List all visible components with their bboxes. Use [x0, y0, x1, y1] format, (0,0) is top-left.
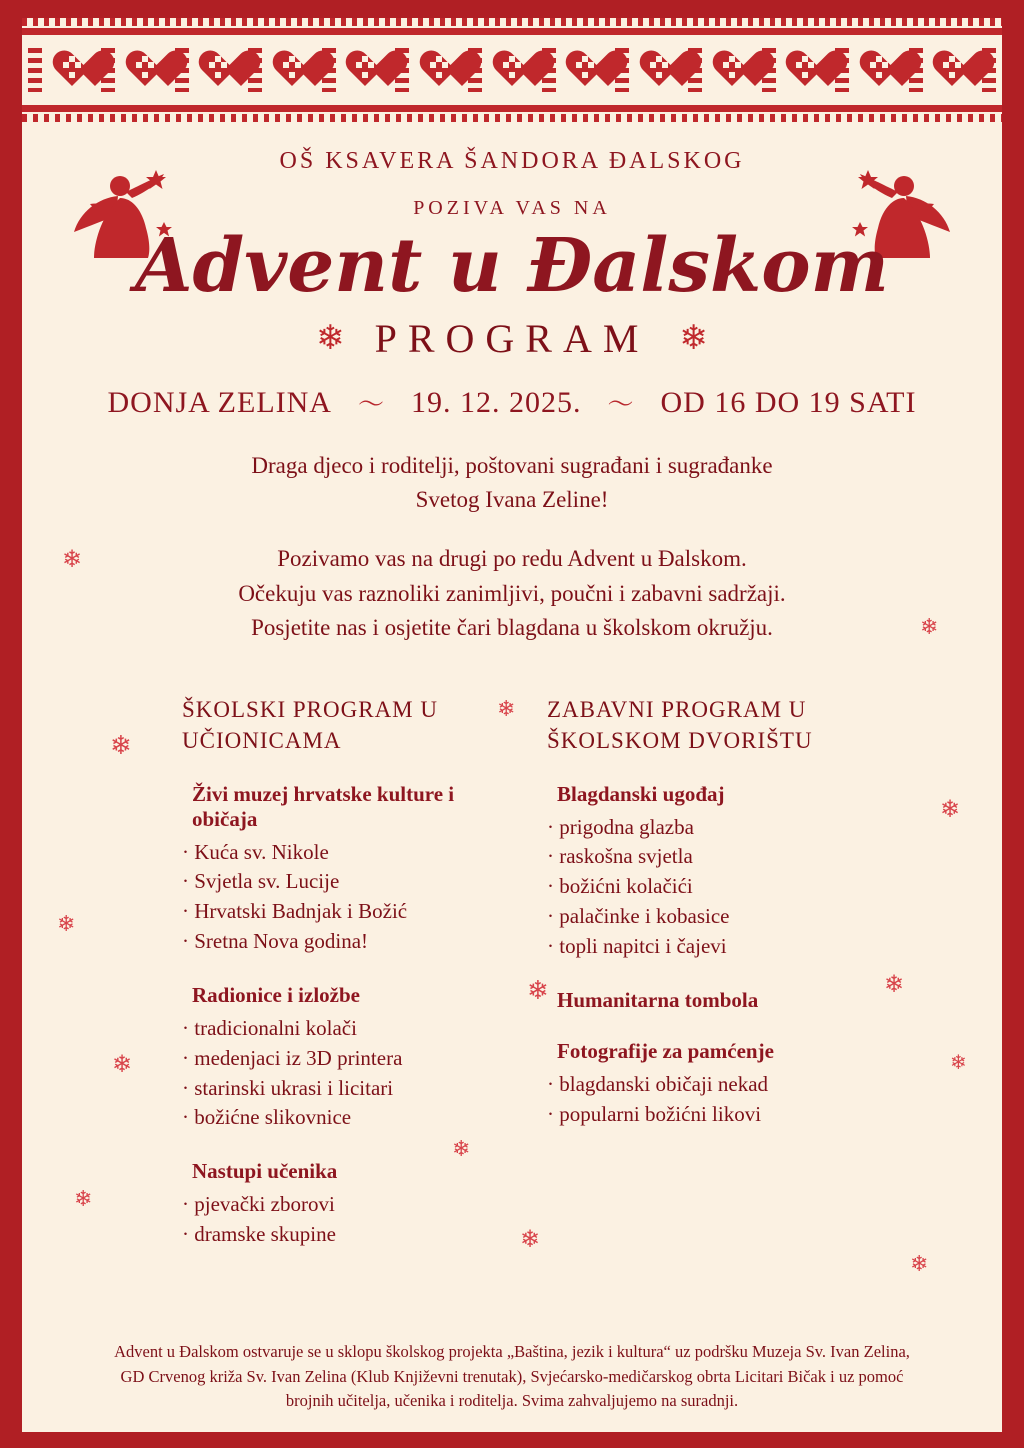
- divider-squiggle-left: 〜: [357, 390, 385, 420]
- group-item: · medenjaci iz 3D printera: [182, 1045, 403, 1070]
- group-item: · Sretna Nova godina!: [182, 929, 369, 954]
- group-item: · raskošna svjetla: [547, 844, 693, 869]
- poster-inner: [22, 18, 1002, 1432]
- group-title: Nastupi učenika: [192, 1159, 338, 1184]
- heart-icon: [342, 46, 388, 94]
- intro-line-1: Draga djeco i roditelji, poštovani sugrađani i sugrađanke: [251, 453, 773, 479]
- snowflake-icon: ❄: [452, 1136, 471, 1161]
- group-item: · dramske skupine: [182, 1221, 336, 1246]
- heart-icon: [709, 46, 755, 94]
- snowflake-icon: ❄: [57, 911, 76, 936]
- program-word: PROGRAM: [374, 316, 650, 362]
- program-group: [547, 988, 842, 1013]
- group-item: · božićni kolačići: [547, 874, 693, 899]
- snowflake-icon: ❄: [74, 1186, 93, 1211]
- intro-line-4: Očekuju vas raznoliki zanimljivi, poučni i zabavni sadržaji.: [238, 580, 786, 606]
- border-heart-row: [22, 40, 1002, 100]
- invite-line: POZIVA VAS NA: [413, 197, 611, 219]
- footer-line-2: GD Crvenog križa Sv. Ivan Zelina (Klub Književni trenutak), Svjećarsko-medičarskog obrta Licitari Bičak i uz pomoć: [120, 1366, 904, 1386]
- program-group: [547, 1039, 842, 1130]
- page-title: Advent u Đalskom: [135, 223, 889, 309]
- heart-icon: [782, 46, 828, 94]
- border-dot-row-bottom: [22, 114, 1002, 122]
- border-rule-top: [22, 28, 1002, 35]
- heart-icon: [929, 46, 975, 94]
- intro-line-5: Posjetite nas i osjetite čari blagdana u školskom okružju.: [251, 615, 773, 641]
- program-heading-row: [62, 315, 962, 362]
- heart-icon: [856, 46, 902, 94]
- heart-icon: [636, 46, 682, 94]
- organization-name: OŠ KSAVERA ŠANDORA ĐALSKOG: [279, 148, 745, 174]
- snowflake-icon: ❄: [112, 1052, 133, 1078]
- heart-icon: [195, 46, 241, 94]
- snowflake-icon: ❄: [527, 976, 549, 1005]
- program-group: [182, 782, 477, 957]
- group-title: Živi muzej hrvatske kulture i običaja: [192, 781, 455, 831]
- snowflake-icon: ❄: [62, 547, 83, 573]
- footer-line-1: Advent u Đalskom ostvaruje se u sklopu školskog projekta „Baština, jezik i kultura“ uz podršku Muzeja Sv. Ivan Zelina,: [114, 1341, 910, 1361]
- group-item: · palačinke i kobasice: [547, 904, 730, 929]
- snowflake-icon: ❄: [910, 1251, 929, 1276]
- group-item: · pjevački zborovi: [182, 1192, 335, 1217]
- program-columns: [62, 694, 962, 1276]
- group-item: · Svjetla sv. Lucije: [182, 869, 340, 894]
- heart-icon: [489, 46, 535, 94]
- snowflake-icon: ❄: [520, 1227, 541, 1253]
- group-item: · blagdanski običaji nekad: [547, 1071, 769, 1096]
- heart-icon: [49, 46, 95, 94]
- group-item: · popularni božićni likovi: [547, 1101, 762, 1126]
- footer-line-3: brojnih učitelja, učenika i roditelja. Svima zahvaljujemo na suradnji.: [285, 1391, 739, 1411]
- snowflake-icon: ❄: [884, 972, 905, 998]
- heart-icon: [562, 46, 608, 94]
- program-group: [182, 983, 477, 1133]
- heart-icon: [269, 46, 315, 94]
- divider-squiggle-right: 〜: [607, 390, 635, 420]
- event-details-bar: [62, 384, 962, 421]
- footer-credits: [22, 1340, 1002, 1414]
- intro-line-3: Pozivamo vas na drugi po redu Advent u Đalskom.: [277, 546, 747, 572]
- column-heading: ZABAVNI PROGRAM U ŠKOLSKOM DVORIŠTU: [547, 696, 813, 753]
- decorative-border-band: [22, 18, 1002, 122]
- intro-paragraph-2: [62, 542, 962, 646]
- event-place: DONJA ZELINA: [107, 385, 332, 419]
- snowflake-icon: ❄: [920, 614, 939, 639]
- group-item: · topli napitci i čajevi: [547, 933, 727, 958]
- column-heading: ŠKOLSKI PROGRAM U UČIONICAMA: [182, 696, 438, 753]
- program-column-school: [182, 694, 477, 1276]
- snowflake-icon: ❄: [940, 797, 961, 823]
- border-rule-bottom: [22, 105, 1002, 112]
- heart-icon: [122, 46, 168, 94]
- group-item: · Hrvatski Badnjak i Božić: [182, 899, 408, 924]
- group-item: · tradicionalni kolači: [182, 1015, 357, 1040]
- heart-icon: [416, 46, 462, 94]
- group-title: Blagdanski ugođaj: [557, 781, 725, 806]
- event-date: 19. 12. 2025.: [410, 385, 582, 419]
- snowflake-icon: ❄: [316, 319, 345, 357]
- snowflake-icon: ❄: [950, 1052, 967, 1074]
- intro-paragraph-1: [62, 449, 962, 516]
- poster-content: [22, 122, 1002, 1276]
- border-separator: [28, 48, 42, 92]
- snowflake-icon: ❄: [679, 319, 708, 357]
- event-time: OD 16 DO 19 SATI: [660, 385, 917, 419]
- group-item: · božićne slikovnice: [182, 1105, 352, 1130]
- intro-line-2: Svetog Ivana Zeline!: [415, 486, 609, 512]
- program-group: [182, 1159, 477, 1250]
- group-title: Fotografije za pamćenje: [557, 1038, 774, 1063]
- border-dot-row-top: [22, 18, 1002, 26]
- group-title: Radionice i izložbe: [192, 982, 360, 1007]
- snowflake-icon: ❄: [497, 696, 516, 721]
- group-item: · starinski ukrasi i licitari: [182, 1075, 394, 1100]
- group-title: Humanitarna tombola: [557, 987, 759, 1012]
- group-item: · prigodna glazba: [547, 814, 694, 839]
- snowflake-icon: ❄: [110, 731, 132, 760]
- program-group: [547, 782, 842, 962]
- group-item: · Kuća sv. Nikole: [182, 839, 329, 864]
- program-column-yard: [547, 694, 842, 1276]
